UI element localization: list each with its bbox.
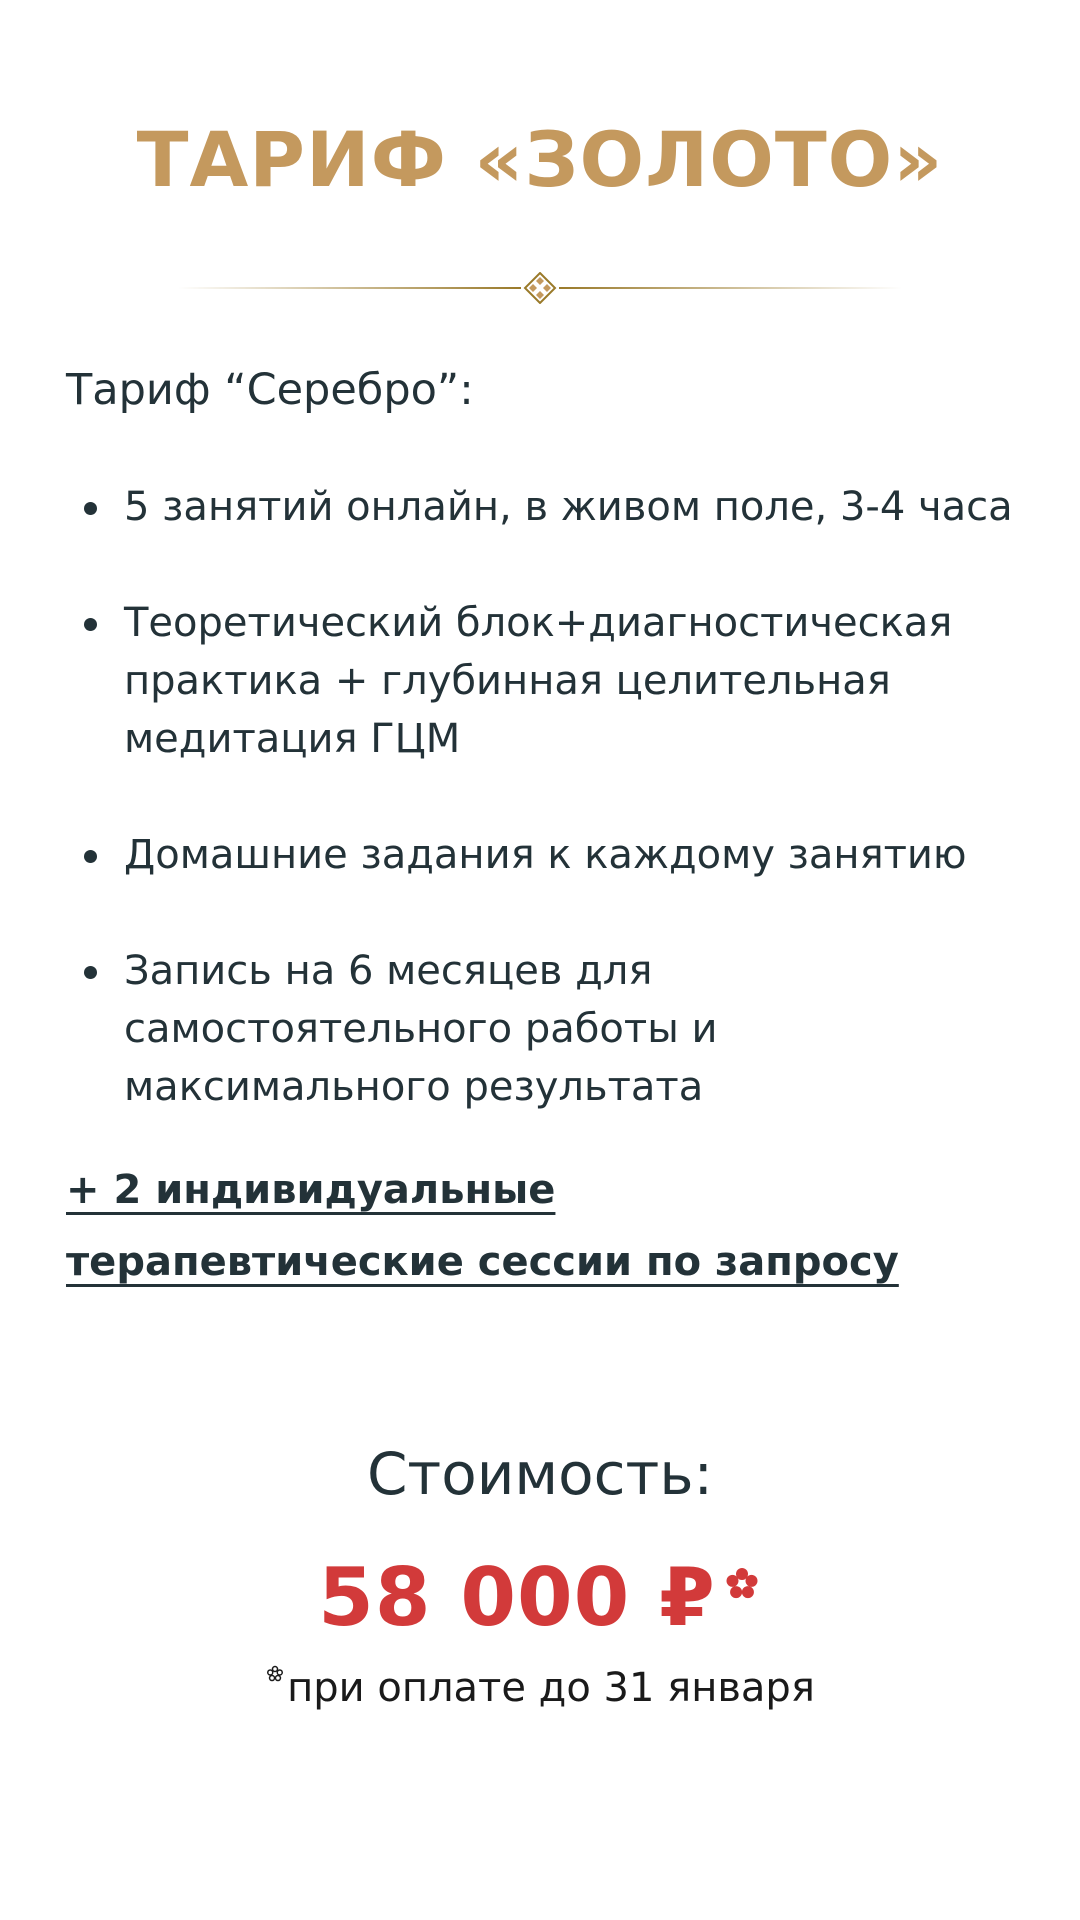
payment-deadline-note [0,1660,1080,1716]
feature-text: Теоретический блок+диагностическая практика + глубинная целительная медитация ГЦМ [124,600,953,762]
bullet-icon [84,502,97,515]
list-item [66,826,1026,884]
diamond-ornament-icon [178,272,902,304]
page-title: ТАРИФ «ЗОЛОТО» [136,115,944,204]
flower-asterisk-icon [265,1664,285,1684]
bullet-icon [84,850,97,863]
price-label: Стоимость: [366,1440,714,1508]
price-row [0,1548,1080,1648]
price-value: 58 000 ₽ [318,1551,716,1644]
bullet-icon [84,618,97,631]
feature-text: Домашние задания к каждому занятию [124,832,967,878]
list-item [66,942,1026,1116]
list-item [66,594,1026,768]
note-text: при оплате до 31 января [287,1665,815,1711]
tariff-subtitle: Тариф “Серебро”: [66,365,474,415]
bonus-sessions-text: + 2 индивидуальные терапевтические сессии по запросу [66,1167,899,1285]
bullet-icon [84,966,97,979]
list-item [66,478,1026,536]
feature-text: 5 занятий онлайн, в живом поле, 3-4 часа [124,484,1013,530]
flower-asterisk-icon [722,1564,762,1604]
feature-text: Запись на 6 месяцев для самостоятельного работы и максимального результата [124,948,718,1110]
feature-list [66,478,1026,1174]
